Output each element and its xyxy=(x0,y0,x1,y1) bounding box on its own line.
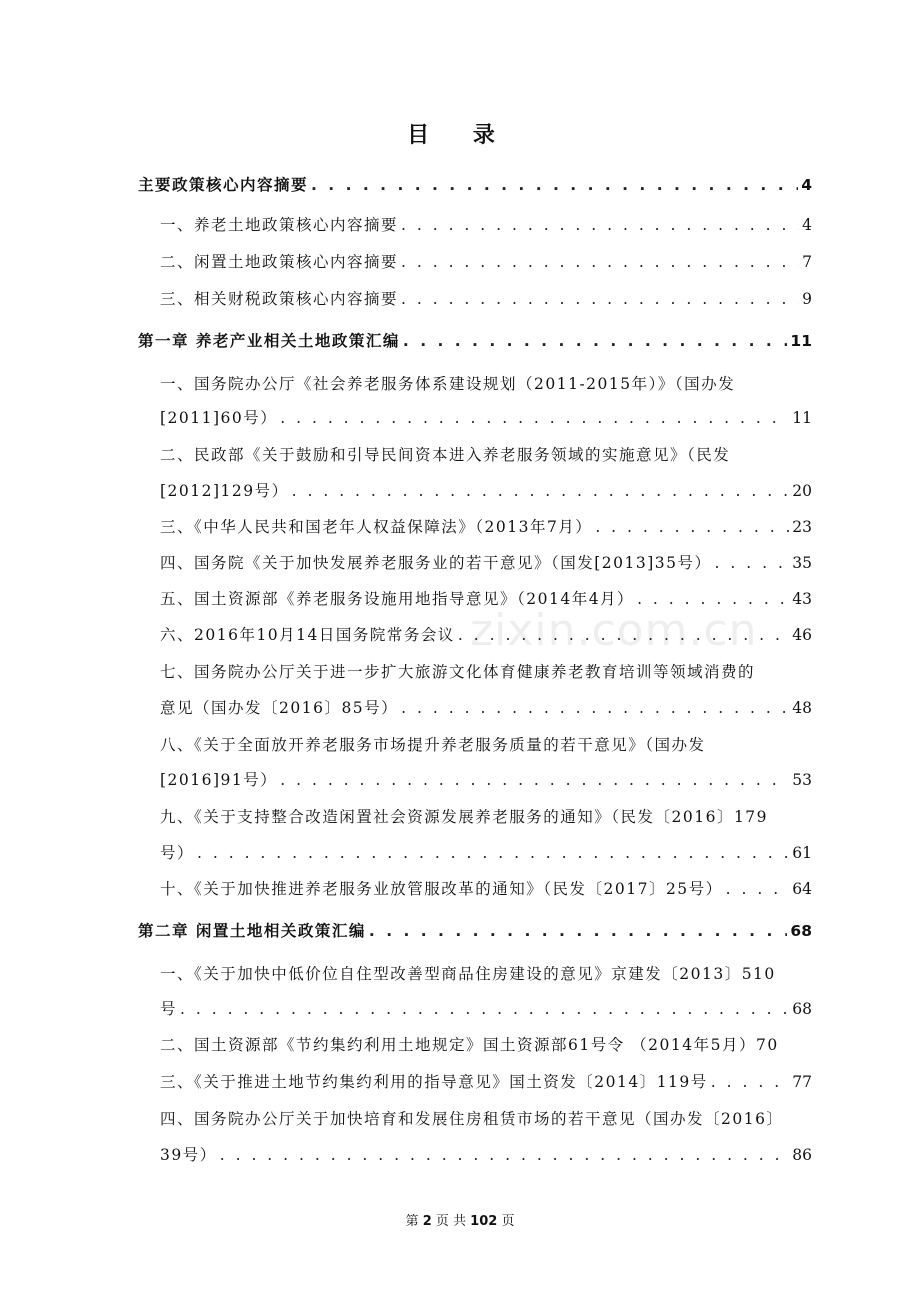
toc-entry[interactable] xyxy=(160,1107,812,1131)
toc-entry[interactable] xyxy=(160,733,812,757)
toc-page-number: 68 xyxy=(792,1000,812,1018)
toc-page-number: 7 xyxy=(802,253,812,271)
toc-entry-text: 39号） xyxy=(160,1146,217,1164)
toc-entry-text: 一、国务院办公厅《社会养老服务体系建设规划（2011-2015年）》（国办发 xyxy=(160,375,736,393)
toc-entry[interactable] xyxy=(160,805,812,829)
toc-dot-leader xyxy=(197,841,789,865)
toc-entry-text: 二、闲置土地政策核心内容摘要 xyxy=(160,253,399,271)
toc-dot-leader xyxy=(401,250,799,274)
toc-dot-leader xyxy=(458,623,789,647)
footer-middle: 页 共 xyxy=(435,1214,467,1229)
toc-page-number: 11 xyxy=(792,409,812,427)
toc-entry-text: [2012]129号） xyxy=(160,482,289,500)
toc-dot-leader xyxy=(280,768,789,792)
toc-entry[interactable] xyxy=(160,841,812,865)
toc-entry-text: [2011]60号） xyxy=(160,409,278,427)
toc-page-number: 11 xyxy=(790,332,812,350)
toc-entry[interactable] xyxy=(160,696,812,720)
toc-page-number: 86 xyxy=(792,1146,812,1164)
watermark: zixin.com.cn xyxy=(470,605,758,656)
toc-entry-text: 七、国务院办公厅关于进一步扩大旅游文化体育健康养老教育培训等领域消费的 xyxy=(160,663,756,681)
toc-page-number: 68 xyxy=(790,922,812,940)
footer-prefix: 第 xyxy=(405,1214,419,1229)
toc-entry[interactable] xyxy=(160,372,812,396)
toc-dot-leader xyxy=(715,551,790,575)
footer-suffix: 页 xyxy=(501,1214,515,1229)
toc-entry[interactable] xyxy=(138,173,812,197)
toc-dot-leader xyxy=(637,587,789,611)
toc-entry-text: 第二章 闲置土地相关政策汇编 xyxy=(138,922,366,940)
toc-page-number: 46 xyxy=(792,626,812,644)
toc-page-number: 9 xyxy=(802,290,812,308)
toc-entry-text: 三、《中华人民共和国老年人权益保障法》（2013年7月） xyxy=(160,518,593,536)
toc-entry[interactable] xyxy=(160,877,812,901)
toc-entry-text: 二、民政部《关于鼓励和引导民间资本进入养老服务领域的实施意见》（民发 xyxy=(160,446,731,464)
toc-entry[interactable] xyxy=(138,329,812,353)
toc-entry-text: 十、《关于加快推进养老服务业放管服改革的通知》（民发〔2017〕25号） xyxy=(160,880,723,898)
toc-entry[interactable] xyxy=(160,1143,812,1167)
toc-entry-text: 号 xyxy=(160,1000,178,1018)
toc-entry-text: 意见（国办发〔2016〕85号） xyxy=(160,699,399,717)
toc-entry-text: 第一章 养老产业相关土地政策汇编 xyxy=(138,332,400,350)
toc-dot-leader xyxy=(711,1070,789,1094)
toc-entry-text: 四、国务院办公厅关于加快培育和发展住房租赁市场的若干意见（国办发〔2016〕 xyxy=(160,1110,784,1128)
toc-entry-text: 三、相关财税政策核心内容摘要 xyxy=(160,290,399,308)
toc-page-number: 4 xyxy=(802,216,812,234)
toc-page-number: 43 xyxy=(792,590,812,608)
toc-dot-leader xyxy=(401,213,799,237)
toc-entry[interactable] xyxy=(160,515,812,539)
toc-dot-leader xyxy=(401,696,789,720)
toc-dot-leader xyxy=(180,997,789,1021)
toc-dot-leader xyxy=(311,173,798,197)
toc-page-number: 61 xyxy=(792,844,812,862)
toc-entry-text: 二、国土资源部《节约集约利用土地规定》国土资源部61号令 （2014年5月）70 xyxy=(160,1036,779,1054)
toc-entry-text: 一、养老土地政策核心内容摘要 xyxy=(160,216,399,234)
toc-page-number: 64 xyxy=(792,880,812,898)
toc-dot-leader xyxy=(401,287,799,311)
toc-dot-leader xyxy=(292,479,790,503)
toc-entry[interactable] xyxy=(160,1033,812,1057)
toc-page-number: 20 xyxy=(792,482,812,500)
toc-entry-text: 四、国务院《关于加快发展养老服务业的若干意见》（国发[2013]35号） xyxy=(160,554,712,572)
toc-entry[interactable] xyxy=(138,919,812,943)
toc-entry[interactable] xyxy=(160,406,812,430)
toc-entry[interactable] xyxy=(160,962,812,986)
toc-entry-text: 一、《关于加快中低价位自住型改善型商品住房建设的意见》京建发〔2013〕510 xyxy=(160,965,776,983)
toc-entry[interactable] xyxy=(160,213,812,237)
toc-entry[interactable] xyxy=(160,250,812,274)
toc-page-number: 53 xyxy=(792,771,812,789)
page-title: 目 录 xyxy=(407,123,513,148)
page-footer xyxy=(0,1210,920,1229)
toc-entry[interactable] xyxy=(160,660,812,684)
toc-dot-leader xyxy=(220,1143,790,1167)
toc-entry[interactable] xyxy=(160,479,812,503)
footer-current-page: 2 xyxy=(422,1214,432,1229)
toc-page-number: 4 xyxy=(801,176,812,194)
toc-entry-text: 三、《关于推进土地节约集约利用的指导意见》国土资发〔2014〕119号 xyxy=(160,1073,708,1091)
toc-dot-leader xyxy=(595,515,789,539)
toc-entry-text: 六、2016年10月14日国务院常务会议 xyxy=(160,626,455,644)
toc-entry[interactable] xyxy=(160,587,812,611)
footer-total-pages: 102 xyxy=(470,1214,498,1229)
toc-entry[interactable] xyxy=(160,768,812,792)
toc-entry-text: 九、《关于支持整合改造闲置社会资源发展养老服务的通知》（民发〔2016〕179 xyxy=(160,808,769,826)
toc-entry-text: 主要政策核心内容摘要 xyxy=(138,176,309,194)
toc-entry[interactable] xyxy=(160,623,812,647)
toc-entry-text: 八、《关于全面放开养老服务市场提升养老服务质量的若干意见》（国办发 xyxy=(160,736,706,754)
toc-dot-leader xyxy=(403,329,788,353)
toc-entry-text: [2016]91号） xyxy=(160,771,278,789)
toc-entry[interactable] xyxy=(160,551,812,575)
toc-page-number: 35 xyxy=(792,554,812,572)
toc-entry[interactable] xyxy=(160,1070,812,1094)
toc-entry[interactable] xyxy=(160,287,812,311)
toc-entry-text: 号） xyxy=(160,844,195,862)
toc-dot-leader xyxy=(369,919,788,943)
toc-entry-text: 五、国土资源部《养老服务设施用地指导意见》（2014年4月） xyxy=(160,590,635,608)
toc-page-number: 77 xyxy=(792,1073,812,1091)
toc-dot-leader xyxy=(726,877,790,901)
toc-page-number: 23 xyxy=(792,518,812,536)
toc-entry[interactable] xyxy=(160,997,812,1021)
toc-entry[interactable] xyxy=(160,443,812,467)
toc-dot-leader xyxy=(280,406,789,430)
toc-page-number: 48 xyxy=(792,699,812,717)
